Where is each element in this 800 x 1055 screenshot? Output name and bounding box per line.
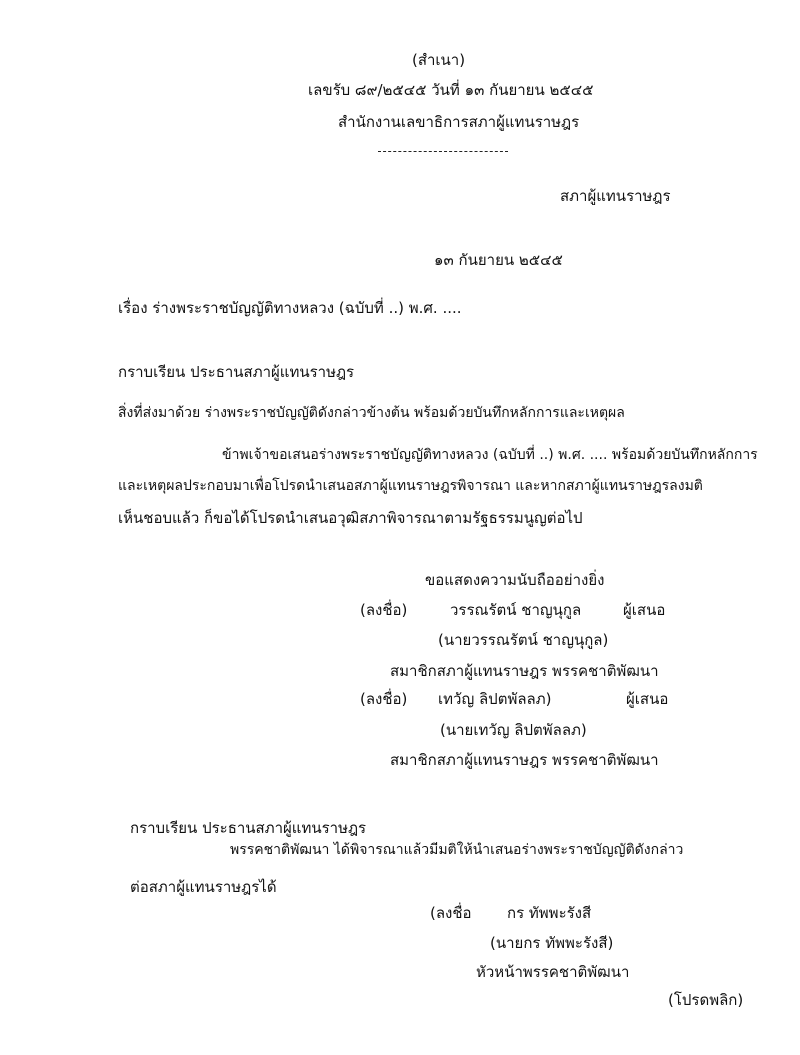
closing: ขอแสดงความนับถืออย่างยิ่ง [425,571,605,589]
endorsement-salutation: กราบเรียน ประธานสภาผู้แทนราษฎร [130,819,367,837]
signature: วรรณรัตน์ ชาญนุกูล [450,601,582,619]
endorsement-line-1: พรรคชาติพัฒนา ได้พิจารณาแล้วมีมติให้นำเสนอร่างพระราชบัญญัติดังกล่าว [230,842,684,858]
signer-position: สมาชิกสภาผู้แทนราษฎร พรรคชาติพัฒนา [390,751,659,769]
endorsement-full-name: (นายกร ทัพพะรังสี) [490,934,614,952]
endorsement-sign-label: (ลงชื่อ [430,904,472,922]
sign-label: (ลงชื่อ) [360,601,408,619]
signer-full-name: (นายเทวัญ ลิปตพัลลภ) [440,721,587,739]
body-line-1: ข้าพเจ้าขอเสนอร่างพระราชบัญญัติทางหลวง (ฉบับที่ ..) พ.ศ. .... พร้อมด้วยบันทึกหลักการ [222,447,758,463]
office-name: สำนักงานเลขาธิการสภาผู้แทนราษฎร [338,113,580,131]
receipt-number: เลขรับ ๘๙/๒๕๔๕ วันที่ ๑๓ กันยายน ๒๕๔๕ [308,81,594,99]
page-turn-note: (โปรดพลิก) [668,991,744,1009]
signature: เทวัญ ลิปตพัลลภ) [438,690,552,708]
letter-date: ๑๓ กันยายน ๒๕๔๕ [434,251,563,269]
body-line-2: และเหตุผลประกอบมาเพื่อโปรดนำเสนอสภาผู้แทนราษฎรพิจารณา และหากสภาผู้แทนราษฎรลงมติ [118,478,703,494]
signer-full-name: (นายวรรณรัตน์ ชาญนุกูล) [438,631,609,649]
signer-position: สมาชิกสภาผู้แทนราษฎร พรรคชาติพัฒนา [390,662,659,680]
copy-mark: (สำเนา) [412,51,466,69]
body-line-3: เห็นชอบแล้ว ก็ขอได้โปรดนำเสนอวุฒิสภาพิจารณาตามรัฐธรรมนูญต่อไป [118,509,583,527]
endorsement-line-2: ต่อสภาผู้แทนราษฎรได้ [130,878,277,896]
header-separator [378,151,508,152]
signer-role: ผู้เสนอ [623,601,666,619]
signer-role: ผู้เสนอ [626,690,669,708]
endorsement-position: หัวหน้าพรรคชาติพัฒนา [476,963,630,981]
addressee-top: สภาผู้แทนราษฎร [560,187,671,205]
salutation: กราบเรียน ประธานสภาผู้แทนราษฎร [118,363,355,381]
enclosure-line: สิ่งที่ส่งมาด้วย ร่างพระราชบัญญัติดังกล่าวข้างต้น พร้อมด้วยบันทึกหลักการและเหตุผล [118,405,625,421]
subject-line: เรื่อง ร่างพระราชบัญญัติทางหลวง (ฉบับที่ ..) พ.ศ. .... [118,299,462,317]
sign-label: (ลงชื่อ) [360,690,408,708]
endorsement-signature: กร ทัพพะรังสี [507,904,592,922]
